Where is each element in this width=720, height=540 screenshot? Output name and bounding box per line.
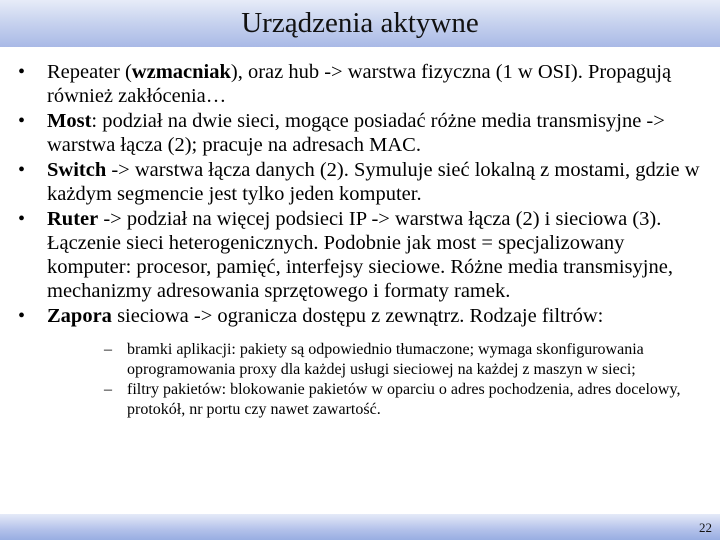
title-bar	[0, 0, 720, 47]
bullet-term: Switch	[47, 159, 107, 181]
bullet-text: ), oraz hub -> warstwa fizyczna (1 w OSI). Propagują również zakłócenia…	[47, 61, 672, 107]
sub-bullet-list	[47, 340, 706, 420]
sub-bullet-marker: –	[104, 381, 112, 398]
bullet-lead: Repeater (	[47, 61, 132, 83]
sub-bullet-text: bramki aplikacji: pakiety są odpowiednio tłumaczone; wymaga skonfigurowania oprogramowania proxy dla każdej usługi sieciowej na każdej z maszyn w sieci;	[127, 341, 644, 378]
bullet-marker: •	[18, 110, 26, 132]
bullet-term: Zapora	[47, 305, 112, 327]
bullet-marker: •	[18, 61, 26, 83]
bullet-text: sieciowa -> ogranicza dostępu z zewnątrz. Rodzaje filtrów:	[111, 305, 604, 327]
sub-bullet-text: filtry pakietów: blokowanie pakietów w oparciu o adres pochodzenia, adres docelowy, protokół, nr portu czy nawet zawartość.	[127, 381, 681, 418]
bullet-text: -> warstwa łącza danych (2). Symuluje sieć lokalną z mostami, gdzie w każdym segmencie jest tylko jeden komputer.	[47, 159, 700, 205]
slide-title: Urządzenia aktywne	[241, 7, 479, 39]
sub-bullet-application-gateways	[47, 340, 706, 380]
bullet-text: : podział na dwie sieci, mogące posiadać różne media transmisyjne -> warstwa łącza (2); pracuje na adresach MAC.	[47, 110, 665, 156]
sub-bullet-marker: –	[104, 341, 112, 358]
bullet-marker: •	[18, 208, 26, 230]
bullet-term: wzmacniak	[131, 61, 231, 83]
footer-bar	[0, 514, 720, 540]
bullet-marker: •	[18, 305, 26, 327]
bullet-repeater	[0, 60, 720, 108]
bullet-zapora	[0, 304, 720, 420]
page-number: 22	[699, 520, 712, 535]
bullet-text: -> podział na więcej podsieci IP -> warstwa łącza (2) i sieciowa (3). Łączenie sieci heterogenicznych. Podobnie jak most = specjalizowany komputer: procesor, pamięć, interfejsy sieciowe. Różne media transmisyjne, mechanizmy adresowania sprzętowego i formaty ramek.	[47, 208, 673, 302]
bullet-most	[0, 109, 720, 157]
bullet-term: Most	[47, 110, 92, 132]
bullet-marker: •	[18, 159, 26, 181]
bullet-list	[0, 60, 720, 421]
bullet-switch	[0, 158, 720, 206]
bullet-term: Ruter	[47, 208, 99, 230]
bullet-ruter	[0, 207, 720, 303]
sub-bullet-packet-filters	[47, 380, 706, 420]
